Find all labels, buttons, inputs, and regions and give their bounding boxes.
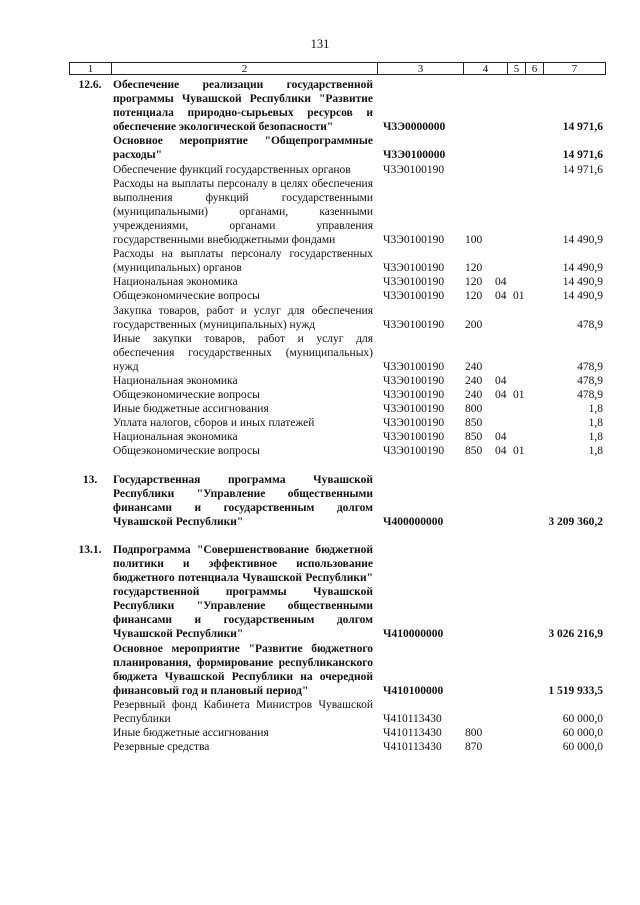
row-expense-type: 870: [465, 741, 483, 754]
row-name: Национальная экономика: [113, 374, 238, 387]
row-expense-type: 850: [465, 417, 483, 430]
row-sum: 1,8: [588, 417, 603, 430]
row-name: Иные бюджетные ассигнования: [113, 727, 269, 740]
row-name: Резервные средства: [113, 741, 210, 754]
row-sum: 1,8: [588, 403, 603, 416]
header-col-5: 5: [508, 63, 526, 74]
row-sum: 14 490,9: [562, 234, 603, 247]
row-code: Ч3Э0100000: [383, 149, 446, 162]
table-row: [69, 543, 606, 642]
row-sum: 14 971,6: [562, 121, 603, 134]
page-number: 131: [310, 37, 330, 51]
table-row: [69, 430, 606, 444]
row-name: Общеэкономические вопросы: [113, 389, 260, 402]
row-name: Национальная экономика: [113, 276, 238, 289]
row-subsection: 01: [513, 389, 525, 402]
row-code: Ч400000000: [383, 515, 444, 528]
table-row: [69, 78, 606, 134]
row-name: Расходы на выплаты персоналу в целях обеспечения выполнения функций государственными (муниципальными) органами, казенными учреждениями, органами управления государственными внебюджетными фондами: [113, 177, 373, 247]
header-col-3: 3: [378, 63, 464, 74]
row-expense-type: 120: [465, 262, 483, 275]
row-sum: 478,9: [577, 374, 603, 387]
row-expense-type: 100: [465, 234, 483, 247]
row-code: Ч3Э0100190: [383, 389, 445, 402]
row-name: Резервный фонд Кабинета Министров Чувашской Республики: [113, 698, 373, 726]
row-code: Ч410100000: [383, 684, 444, 697]
row-subsection: 01: [513, 445, 525, 458]
row-code: Ч3Э0100190: [383, 318, 445, 331]
table-row: [69, 402, 606, 416]
row-name: Обеспечение функций государственных органов: [113, 163, 351, 176]
header-col-2: 2: [112, 63, 378, 74]
row-sum: 1 519 933,5: [548, 684, 603, 697]
header-col-6: 6: [526, 63, 544, 74]
row-sum: 478,9: [577, 360, 603, 373]
row-expense-type: 200: [465, 318, 483, 331]
row-sum: 60 000,0: [562, 727, 603, 740]
row-number: 13.1.: [78, 543, 102, 556]
row-expense-type: 120: [465, 290, 483, 303]
row-sum: 14 490,9: [562, 276, 603, 289]
row-sum: 478,9: [577, 318, 603, 331]
row-code: Ч3Э0100190: [383, 431, 445, 444]
table-row: [69, 416, 606, 430]
row-section: 04: [495, 276, 507, 289]
row-section: 04: [495, 389, 507, 402]
row-code: Ч3Э0100190: [383, 445, 445, 458]
row-code: Ч3Э0100190: [383, 374, 445, 387]
row-section: 04: [495, 374, 507, 387]
table-row: [69, 247, 606, 275]
row-name: Национальная экономика: [113, 431, 238, 444]
row-code: Ч410000000: [383, 628, 444, 641]
row-expense-type: 240: [465, 389, 483, 402]
table-row: [69, 304, 606, 332]
table-row: [69, 388, 606, 402]
row-name: Общеэкономические вопросы: [113, 290, 260, 303]
row-code: Ч410113430: [383, 713, 442, 726]
row-name: Общеэкономические вопросы: [113, 445, 260, 458]
row-name: Государственная программа Чувашской Республики "Управление общественными финансами и государственным долгом Чувашской Республики": [113, 473, 373, 528]
row-code: Ч3Э0100190: [383, 403, 445, 416]
table-row: [69, 275, 606, 289]
table-row: [69, 726, 606, 740]
row-sum: 14 971,6: [562, 163, 603, 176]
row-code: Ч3Э0000000: [383, 121, 446, 134]
header-col-7: 7: [571, 63, 578, 75]
row-name: Иные закупки товаров, работ и услуг для обеспечения государственных (муниципальных) нужд: [113, 332, 373, 373]
budget-table: [69, 78, 606, 754]
row-subsection: 01: [513, 290, 525, 303]
row-sum: 60 000,0: [562, 713, 603, 726]
row-code: Ч410113430: [383, 727, 442, 740]
row-expense-type: 240: [465, 360, 483, 373]
table-row: [69, 740, 606, 754]
table-row: [69, 374, 606, 388]
row-code: Ч3Э0100190: [383, 360, 445, 373]
table-row: [69, 289, 606, 303]
header-col-4: 4: [464, 63, 508, 74]
row-code: Ч3Э0100190: [383, 234, 445, 247]
row-sum: 3 026 216,9: [548, 628, 603, 641]
row-number: 13.: [82, 473, 98, 486]
row-name: Закупка товаров, работ и услуг для обеспечения государственных (муниципальных) нужд: [113, 304, 373, 331]
row-sum: 60 000,0: [562, 741, 603, 754]
row-code: Ч3Э0100190: [383, 290, 445, 303]
row-expense-type: 800: [465, 727, 483, 740]
row-name: Основное мероприятие "Развитие бюджетного планирования, формирование республиканского бюджета Чувашской Республики на очередной финансовый год и плановый период": [113, 642, 373, 697]
table-header: [69, 62, 606, 75]
row-sum: 14 490,9: [562, 290, 603, 303]
row-sum: 3 209 360,2: [548, 515, 603, 528]
table-row: [69, 134, 606, 162]
row-section: 04: [495, 290, 507, 303]
row-name: Уплата налогов, сборов и иных платежей: [113, 417, 315, 430]
table-row: [69, 177, 606, 247]
row-sum: 478,9: [577, 389, 603, 402]
row-expense-type: 850: [465, 431, 483, 444]
row-code: Ч3Э0100190: [383, 163, 445, 176]
row-sum: 1,8: [588, 431, 603, 444]
table-row: [69, 642, 606, 698]
row-code: Ч3Э0100190: [383, 417, 445, 430]
row-number: 12.6.: [78, 79, 102, 91]
table-row: [69, 444, 606, 458]
row-code: Ч3Э0100190: [383, 262, 445, 275]
row-name: Расходы на выплаты персоналу государственных (муниципальных) органов: [113, 248, 373, 275]
row-section: 04: [495, 431, 507, 444]
row-spacer: [69, 459, 606, 473]
table-row: [69, 332, 606, 374]
row-name: Иные бюджетные ассигнования: [113, 403, 269, 416]
row-sum: 14 971,6: [562, 149, 603, 162]
header-col-1: 1: [70, 63, 112, 74]
row-expense-type: 120: [465, 276, 483, 289]
row-expense-type: 800: [465, 403, 483, 416]
row-name: Обеспечение реализации государственной программы Чувашской Республики "Развитие потенциала природно-сырьевых ресурсов и обеспечение экологической безопасности": [113, 79, 373, 134]
row-name: Основное мероприятие "Общепрограммные расходы": [113, 135, 373, 162]
row-expense-type: 240: [465, 374, 483, 387]
row-sum: 14 490,9: [562, 262, 603, 275]
row-sum: 1,8: [588, 445, 603, 458]
row-code: Ч3Э0100190: [383, 276, 445, 289]
row-code: Ч410113430: [383, 741, 442, 754]
table-row: [69, 473, 606, 529]
row-spacer: [69, 529, 606, 543]
row-name: Подпрограмма "Совершенствование бюджетной политики и эффективное использование бюджетного потенциала Чувашской Республики" государственной программы Чувашской Республики "Управление общественными финансами и государственным долгом Чувашской Республики": [113, 543, 373, 641]
table-row: [69, 698, 606, 726]
row-expense-type: 850: [465, 445, 483, 458]
table-row: [69, 163, 606, 177]
row-section: 04: [495, 445, 507, 458]
